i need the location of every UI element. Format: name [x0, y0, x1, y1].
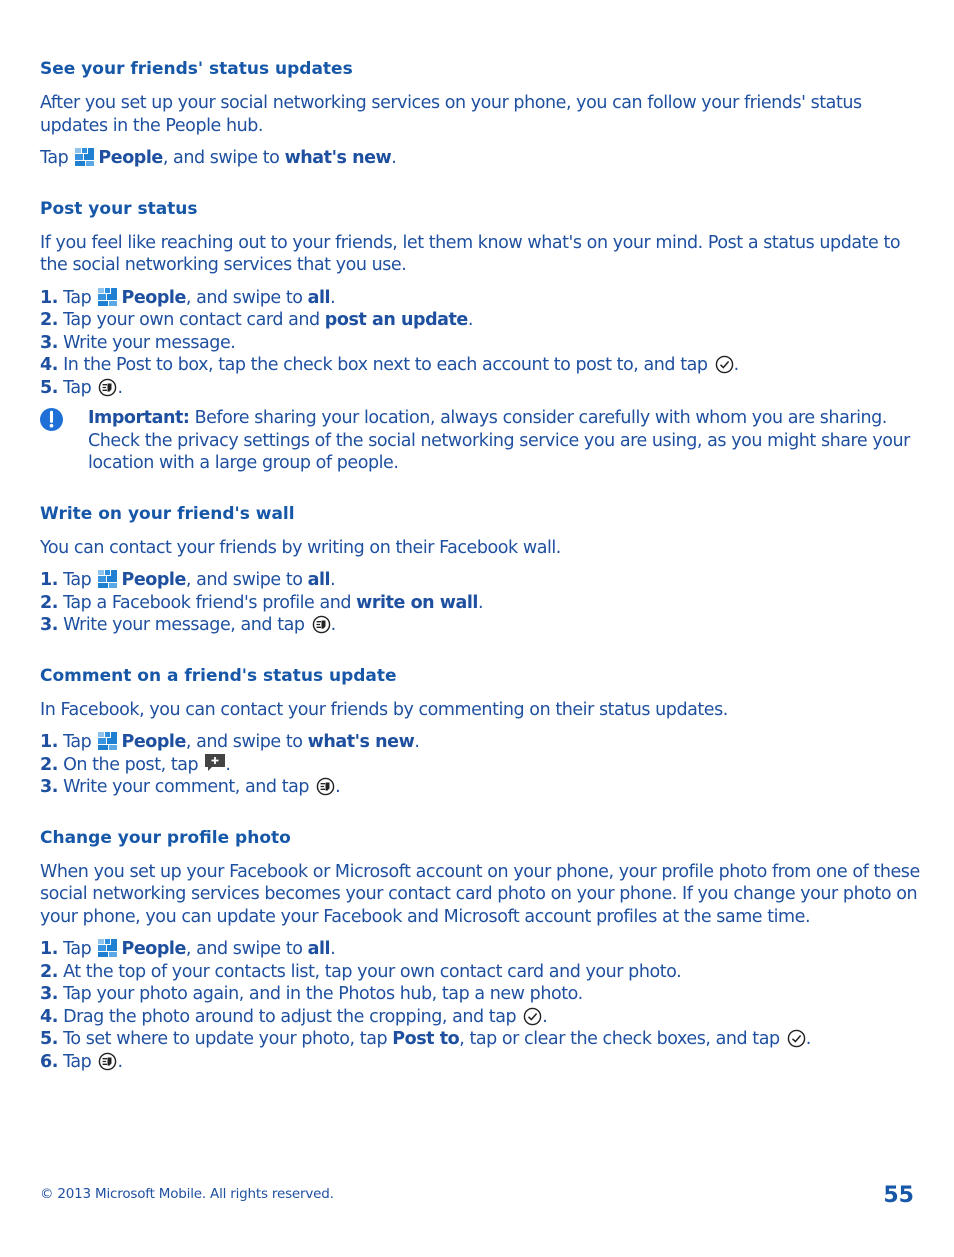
list-item: 2. On the post, tap . — [40, 754, 231, 775]
check-circle-icon — [787, 1029, 806, 1048]
people-hub-icon — [98, 939, 117, 957]
section-paragraph: In Facebook, you can contact your friends by commenting on their status updates. — [40, 699, 728, 720]
footer-copyright: © 2013 Microsoft Mobile. All rights reserved. — [40, 1186, 334, 1202]
section-comment-status — [40, 665, 920, 799]
list-item: 4. In the Post to box, tap the check box next to each account to post to, and tap . — [40, 355, 739, 375]
section-paragraph: After you set up your social networking services on your phone, you can follow your friends' status updates in the People hub. — [40, 93, 862, 136]
instruction-line: Tap People, and swipe to what's new. — [40, 148, 397, 168]
list-item: 4. Drag the photo around to adjust the cropping, and tap . — [40, 1006, 548, 1027]
important-icon — [40, 408, 63, 431]
send-circle-icon — [316, 777, 335, 796]
people-hub-icon — [98, 570, 117, 588]
people-hub-icon — [98, 732, 117, 750]
section-paragraph: If you feel like reaching out to your friends, let them know what's on your mind. Post a status update to the social networking services that you use. — [40, 232, 901, 275]
list-item: 2. At the top of your contacts list, tap your own contact card and your photo. — [40, 961, 682, 982]
section-heading: Post your status — [40, 198, 198, 219]
steps-list — [40, 938, 920, 1073]
section-paragraph: When you set up your Facebook or Microsoft account on your phone, your profile photo from one of these social networking services becomes your contact card photo on your phone. If you change your photo on your phone, you can update your Facebook and Microsoft account profiles at the same time. — [40, 861, 920, 927]
page-content — [40, 58, 920, 1101]
steps-list — [40, 287, 920, 400]
steps-list — [40, 569, 920, 637]
section-post-status — [40, 198, 920, 475]
important-note: Important: Before sharing your location, always consider carefully with whom you are sharing. Check the privacy settings of the social networking service you are using, as you might share your location with a large group of people. — [40, 407, 920, 475]
send-circle-icon — [312, 615, 331, 634]
list-item: 6. Tap . — [40, 1051, 123, 1072]
section-heading: Comment on a friend's status update — [40, 665, 397, 686]
list-item: 1. Tap People, and swipe to all. — [40, 287, 336, 308]
people-hub-icon — [98, 288, 117, 306]
list-item: 3. Write your comment, and tap . — [40, 777, 341, 797]
section-heading: Change your profile photo — [40, 827, 291, 848]
section-heading: See your friends' status updates — [40, 59, 353, 79]
steps-list — [40, 731, 920, 799]
list-item: 5. To set where to update your photo, tap Post to, tap or clear the check boxes, and tap . — [40, 1029, 811, 1049]
add-comment-icon — [205, 754, 225, 773]
list-item: 2. Tap a Facebook friend's profile and write on wall. — [40, 592, 484, 613]
list-item: 3. Write your message, and tap . — [40, 615, 336, 635]
section-see-status-updates — [40, 58, 920, 170]
list-item: 2. Tap your own contact card and post an update. — [40, 310, 473, 330]
section-heading: Write on your friend's wall — [40, 503, 295, 524]
list-item: 1. Tap People, and swipe to all. — [40, 570, 336, 590]
section-change-profile-photo — [40, 827, 920, 1074]
send-circle-icon — [98, 378, 117, 397]
list-item: 5. Tap . — [40, 377, 123, 398]
section-paragraph: You can contact your friends by writing on their Facebook wall. — [40, 537, 561, 558]
page-number: 55 — [883, 1183, 914, 1208]
check-circle-icon — [715, 355, 734, 374]
people-hub-icon — [75, 148, 94, 166]
section-write-on-wall — [40, 503, 920, 637]
list-item: 3. Tap your photo again, and in the Photos hub, tap a new photo. — [40, 984, 583, 1004]
list-item: 1. Tap People, and swipe to what's new. — [40, 732, 420, 752]
list-item: 1. Tap People, and swipe to all. — [40, 939, 336, 959]
check-circle-icon — [523, 1007, 542, 1026]
send-circle-icon — [98, 1052, 117, 1071]
list-item: 3. Write your message. — [40, 332, 236, 353]
